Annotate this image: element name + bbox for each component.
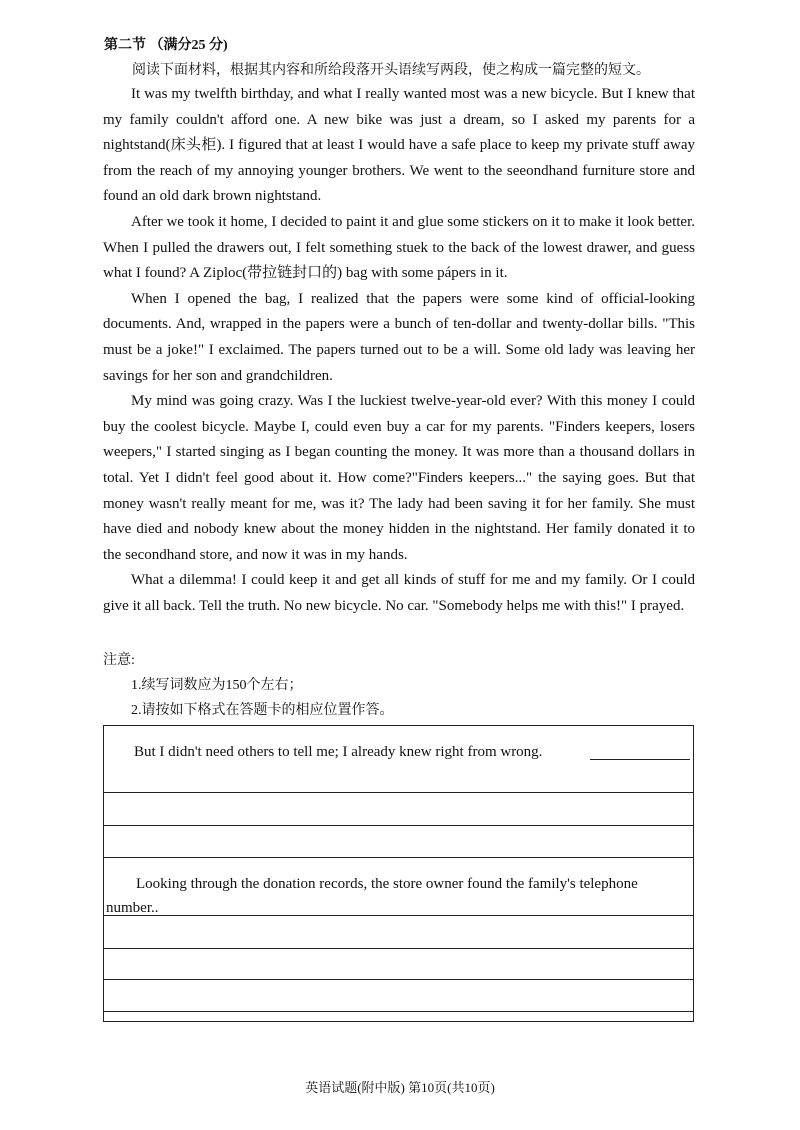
answer-line[interactable] — [104, 979, 693, 980]
answer-blank[interactable] — [590, 759, 690, 760]
answer-line[interactable] — [104, 825, 693, 826]
answer-line[interactable] — [104, 915, 693, 916]
note-item: 1.续写词数应为150个左右； — [131, 678, 303, 693]
answer-box — [103, 725, 694, 1022]
paragraph1-lead: But I didn't need others to tell me; I already knew right from wrong. — [134, 744, 543, 760]
page-footer: 英语试题(附中版) 第10页(共10页) — [305, 1080, 495, 1095]
passage-paragraph: What a dilemma! I could keep it and get all kinds of stuff for me and my family. Or I could give it all back. Tell the truth. No new bicycle. No car. "Somebody helps me with this!" I prayed. — [103, 572, 695, 614]
passage-paragraph: My mind was going crazy. Was I the luckiest twelve-year-old ever? With this money I could buy the coolest bicycle. Maybe I, could even buy a car for my parents. "Finders keepers, losers weepers," I started singing as I began counting the money. It was more than a thousand dollars in total. Yet I didn't feel good about it. How come?"Finders keepers..." the saying goes. But that money wasn't really meant for me, was it? The lady had been saving it for her family. She must have died and nobody knew about the money hidden in the nightstand. Her family donated it to the secondhand store, and now it was in my hands. — [103, 393, 695, 563]
section-instruction: 阅读下面材料，根据其内容和所给段落开头语续写两段，使之构成一篇完整的短文。 — [132, 63, 650, 78]
passage-paragraph: After we took it home, I decided to paint it and glue some stickers on it to make it look better. When I pulled the drawers out, I felt something stuek to the back of the lowest drawer, and guess what I found? A Ziploc(带拉链封口的) bag with some pápers in it. — [103, 213, 695, 282]
passage-paragraph: When I opened the bag, I realized that the papers were some kind of official-looking documents. And, wrapped in the papers were a bunch of ten-dollar and twenty-dollar bills. "This must be a joke!" I exclaimed. The papers turned out to be a will. Some old lady was leaving her savings for her son and grandchildren. — [103, 290, 695, 384]
passage-paragraph: It was my twelfth birthday, and what I really wanted most was a new bicycle. But I knew that my family couldn't afford one. A new bike was just a dream, so I asked my parents for a nightstand(床头柜). I figured that at least I would have a safe place to keep my private stuff away from the reach of my annoying younger brothers. We went to the seeondhand furniture store and found an old dark brown nightstand. — [103, 86, 695, 205]
answer-line[interactable] — [104, 948, 693, 949]
reading-passage — [103, 82, 695, 619]
answer-line[interactable] — [104, 792, 693, 793]
notes-heading: 注意: — [103, 653, 135, 668]
paragraph2-lead: Looking through the donation records, the store owner found the family's telephone — [136, 876, 638, 892]
answer-line[interactable] — [104, 1011, 693, 1012]
notes — [103, 648, 394, 723]
section-title: 第二节 （满分25 分) — [104, 38, 228, 53]
answer-line[interactable] — [104, 857, 693, 858]
paragraph2-lead-continued: number.. — [106, 900, 159, 916]
note-item: 2.请按如下格式在答题卡的相应位置作答。 — [131, 703, 394, 718]
